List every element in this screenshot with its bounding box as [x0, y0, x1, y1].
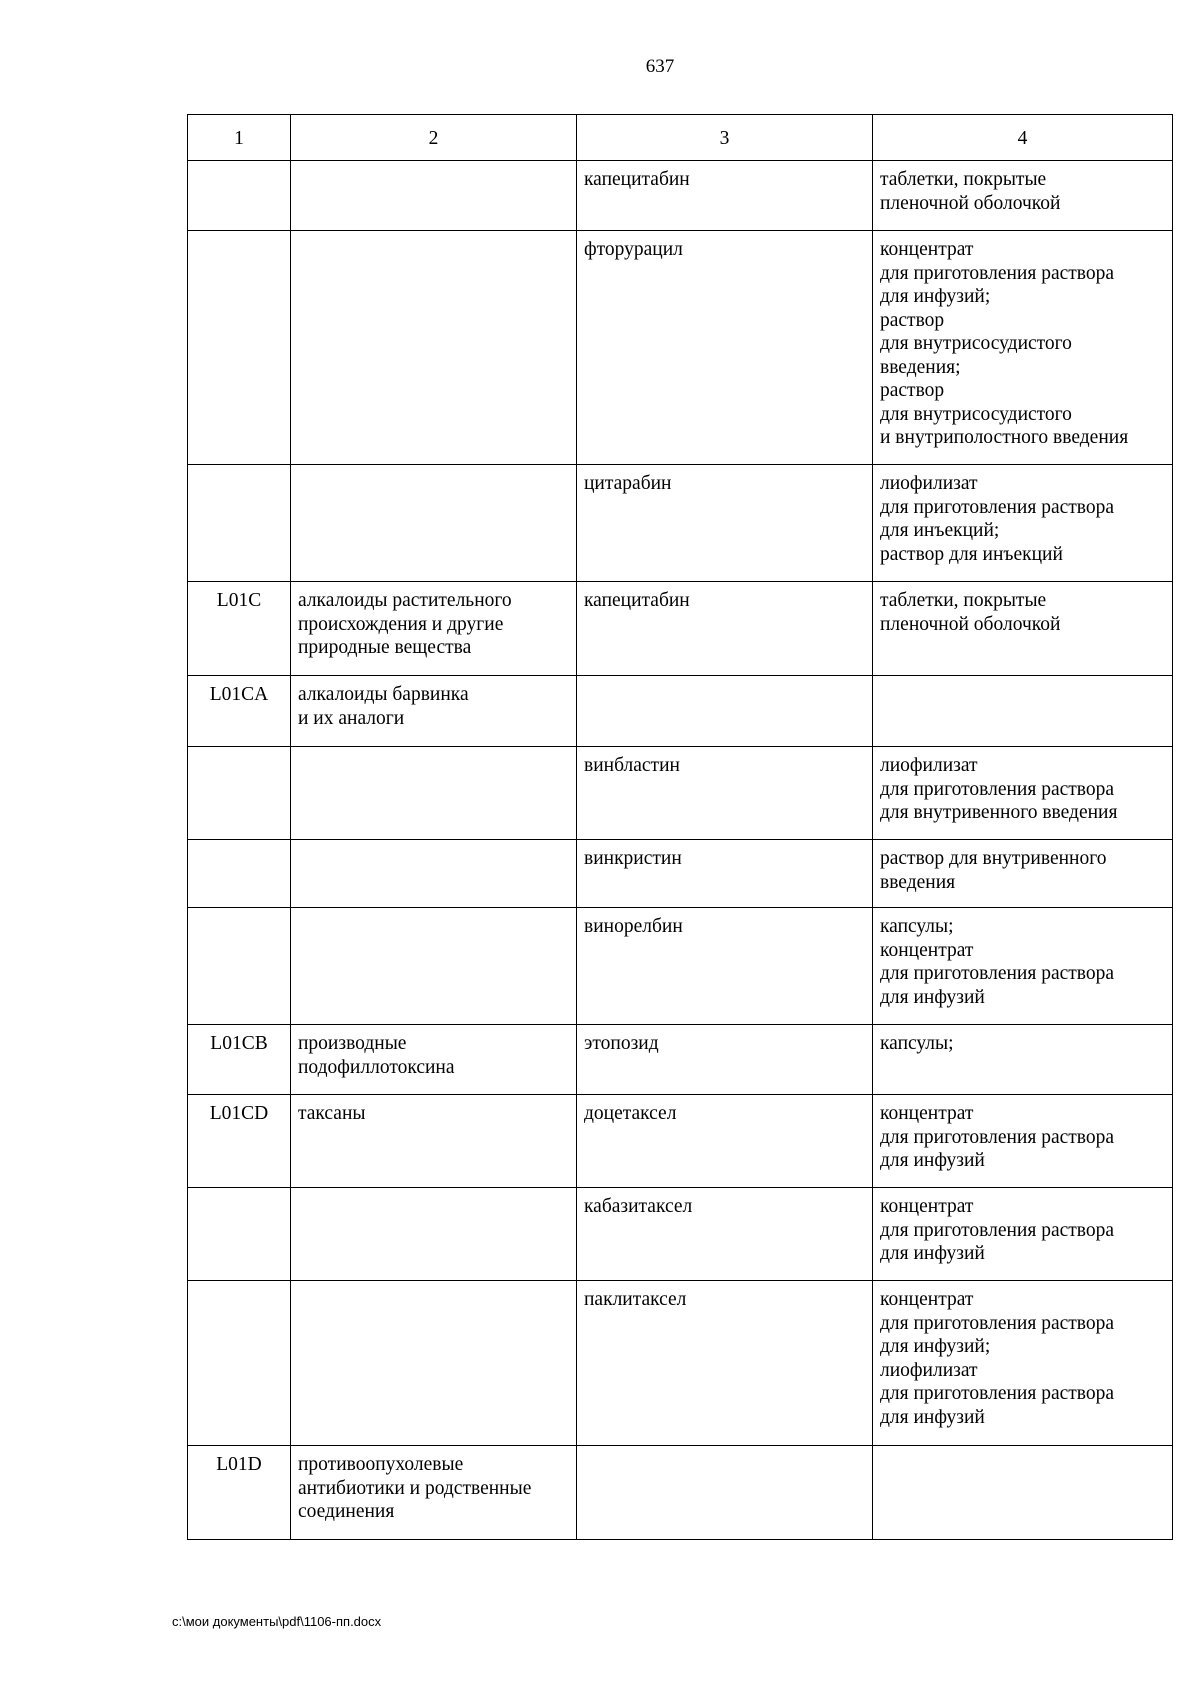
table-row	[188, 161, 1173, 231]
group-cell	[291, 840, 577, 908]
drug-cell: кабазитаксел	[577, 1188, 873, 1281]
table-row	[188, 908, 1173, 1025]
group-cell: производные подофиллотоксина	[291, 1025, 577, 1095]
drug-cell: паклитаксел	[577, 1281, 873, 1446]
drug-cell: этопозид	[577, 1025, 873, 1095]
table-row	[188, 1281, 1173, 1446]
drug-cell: цитарабин	[577, 465, 873, 582]
dosage-form-cell: концентрат для приготовления раствора для инфузий; лиофилизат для приготовления раствора для инфузий	[873, 1281, 1173, 1446]
table-row	[188, 1095, 1173, 1188]
group-cell: алкалоиды барвинка и их аналоги	[291, 676, 577, 747]
dosage-form-cell: раствор для внутривенного введения	[873, 840, 1173, 908]
atc-code-cell	[188, 465, 291, 582]
group-cell	[291, 1188, 577, 1281]
group-cell	[291, 231, 577, 465]
atc-code-cell	[188, 1188, 291, 1281]
atc-code-cell	[188, 747, 291, 840]
table-row	[188, 747, 1173, 840]
dosage-form-cell: капсулы;	[873, 1025, 1173, 1095]
table-row	[188, 231, 1173, 465]
group-cell: противоопухолевые антибиотики и родственные соединения	[291, 1446, 577, 1540]
group-cell	[291, 747, 577, 840]
atc-code-cell: L01C	[188, 582, 291, 676]
dosage-form-cell: лиофилизат для приготовления раствора для внутривенного введения	[873, 747, 1173, 840]
group-cell	[291, 1281, 577, 1446]
dosage-form-cell: таблетки, покрытые пленочной оболочкой	[873, 582, 1173, 676]
drug-cell	[577, 1446, 873, 1540]
page-number: 637	[645, 56, 675, 77]
dosage-form-cell: капсулы; концентрат для приготовления раствора для инфузий	[873, 908, 1173, 1025]
atc-code-cell	[188, 840, 291, 908]
column-header-4: 4	[873, 115, 1173, 161]
atc-code-cell: L01CD	[188, 1095, 291, 1188]
footer-file-path: c:\мои документы\pdf\1106-пп.docx	[172, 1614, 382, 1629]
drug-cell: фторурацил	[577, 231, 873, 465]
drug-cell: винбластин	[577, 747, 873, 840]
dosage-form-cell	[873, 1446, 1173, 1540]
table-header-row	[188, 115, 1173, 161]
group-cell	[291, 465, 577, 582]
dosage-form-cell	[873, 676, 1173, 747]
group-cell: таксаны	[291, 1095, 577, 1188]
group-cell: алкалоиды растительного происхождения и другие природные вещества	[291, 582, 577, 676]
drug-cell: винорелбин	[577, 908, 873, 1025]
atc-code-cell	[188, 161, 291, 231]
drug-cell: капецитабин	[577, 161, 873, 231]
dosage-form-cell: лиофилизат для приготовления раствора для инъекций; раствор для инъекций	[873, 465, 1173, 582]
table-row	[188, 676, 1173, 747]
table-row	[188, 1025, 1173, 1095]
dosage-form-cell: концентрат для приготовления раствора для инфузий	[873, 1188, 1173, 1281]
atc-code-cell: L01D	[188, 1446, 291, 1540]
drug-cell	[577, 676, 873, 747]
dosage-form-cell: концентрат для приготовления раствора для инфузий; раствор для внутрисосудистого введения; раствор для внутрисосудистого и внутриполостного введения	[873, 231, 1173, 465]
atc-code-cell	[188, 1281, 291, 1446]
dosage-form-cell: таблетки, покрытые пленочной оболочкой	[873, 161, 1173, 231]
column-header-3: 3	[577, 115, 873, 161]
table-row	[188, 840, 1173, 908]
atc-code-cell	[188, 231, 291, 465]
drug-cell: капецитабин	[577, 582, 873, 676]
atc-code-cell: L01CA	[188, 676, 291, 747]
column-header-2: 2	[291, 115, 577, 161]
drug-table	[187, 114, 1173, 1540]
group-cell	[291, 161, 577, 231]
table-row	[188, 1188, 1173, 1281]
table-row	[188, 465, 1173, 582]
table-row	[188, 582, 1173, 676]
drug-cell: винкристин	[577, 840, 873, 908]
table-row	[188, 1446, 1173, 1540]
dosage-form-cell: концентрат для приготовления раствора для инфузий	[873, 1095, 1173, 1188]
column-header-1: 1	[188, 115, 291, 161]
drug-cell: доцетаксел	[577, 1095, 873, 1188]
atc-code-cell: L01CB	[188, 1025, 291, 1095]
atc-code-cell	[188, 908, 291, 1025]
group-cell	[291, 908, 577, 1025]
